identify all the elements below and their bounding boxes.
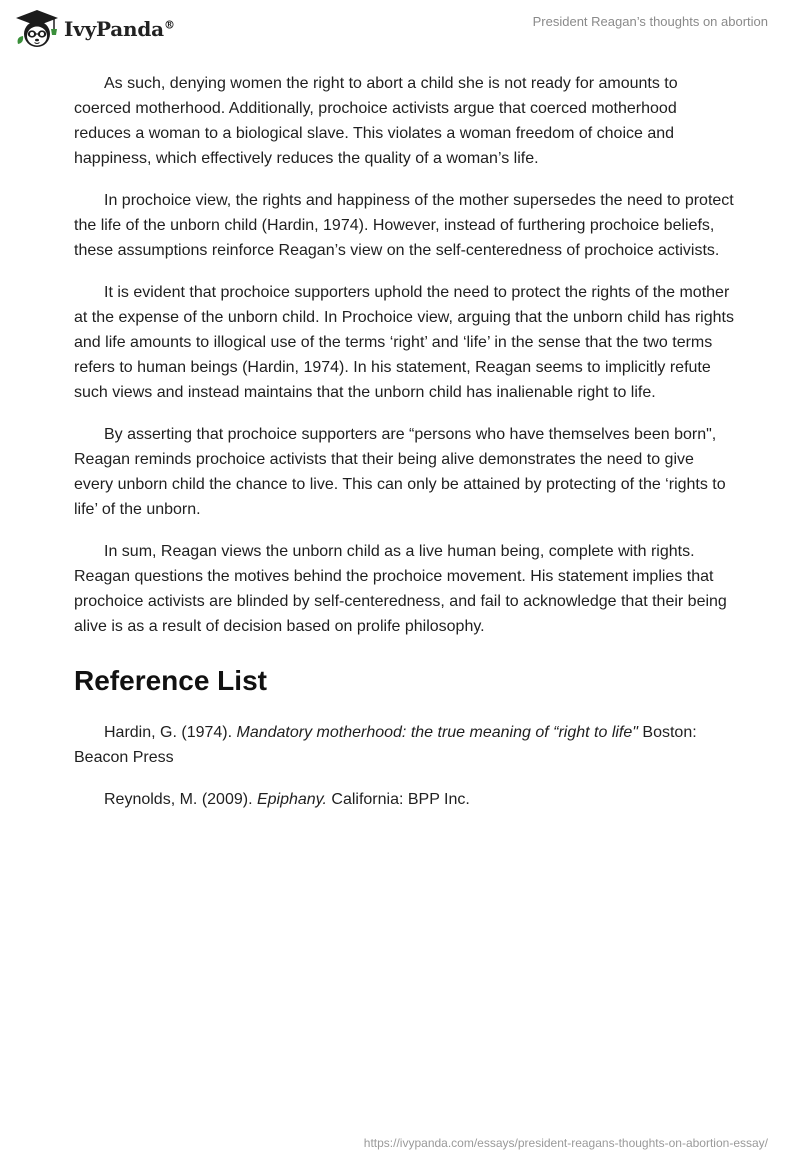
document-title: President Reagan’s thoughts on abortion <box>532 14 768 29</box>
reference-item <box>74 787 734 812</box>
essay-content <box>74 71 734 829</box>
body-paragraph: In prochoice view, the rights and happiness of the mother supersedes the need to protect the life of the unborn child (Hardin, 1974). However, instead of furthering prochoice beliefs, these assumptions reinforce Reagan’s view on the self-centeredness of prochoice activists. <box>74 192 734 259</box>
reference-title: Epiphany. <box>256 791 327 808</box>
registered-mark: ® <box>163 18 175 32</box>
body-paragraph: As such, denying women the right to abort a child she is not ready for amounts to coerced motherhood. Additionally, prochoice activists argue that coerced motherhood reduces a woman to a biological slave. This violates a woman freedom of choice and happiness, which effectively reduces the quality of a woman’s life. <box>74 75 678 167</box>
reference-author: Reynolds, M. (2009). <box>104 791 257 808</box>
body-paragraph: It is evident that prochoice supporters uphold the need to protect the rights of the mother at the expense of the unborn child. In Prochoice view, arguing that the unborn child has rights and life amounts to illogical use of the terms ‘right’ and ‘life’ in the sense that the two terms refers to human beings (Hardin, 1974). In his statement, Reagan seems to implicitly refute such views and instead maintains that the unborn child has inalienable right to life. <box>74 284 734 401</box>
reference-publisher: Boston: Beacon Press <box>74 724 697 766</box>
reference-author: Hardin, G. (1974). <box>104 724 237 741</box>
reference-publisher: California: BPP Inc. <box>326 791 470 808</box>
panda-logo-icon <box>14 8 60 50</box>
reference-title: Mandatory motherhood: the true meaning of “right to life" <box>236 724 638 741</box>
reference-list-heading: Reference List <box>74 665 267 696</box>
ivypanda-logo[interactable] <box>14 8 175 50</box>
brand-name: IvyPanda® <box>64 17 175 41</box>
body-paragraph: By asserting that prochoice supporters are “persons who have themselves been born", Reagan reminds prochoice activists that their being alive demonstrates the need to give every unborn child the chance to live. This can only be attained by protecting of the ‘rights to life’ of the unborn. <box>74 426 726 518</box>
page-header <box>0 0 800 60</box>
body-paragraph: In sum, Reagan views the unborn child as a live human being, complete with rights. Reagan questions the motives behind the prochoice movement. His statement implies that prochoice activists are blinded by self-centeredness, and fail to acknowledge that their being alive is as a result of decision based on prolife philosophy. <box>74 543 727 635</box>
reference-item <box>74 720 734 770</box>
source-url[interactable]: https://ivypanda.com/essays/president-reagans-thoughts-on-abortion-essay/ <box>363 1136 768 1150</box>
